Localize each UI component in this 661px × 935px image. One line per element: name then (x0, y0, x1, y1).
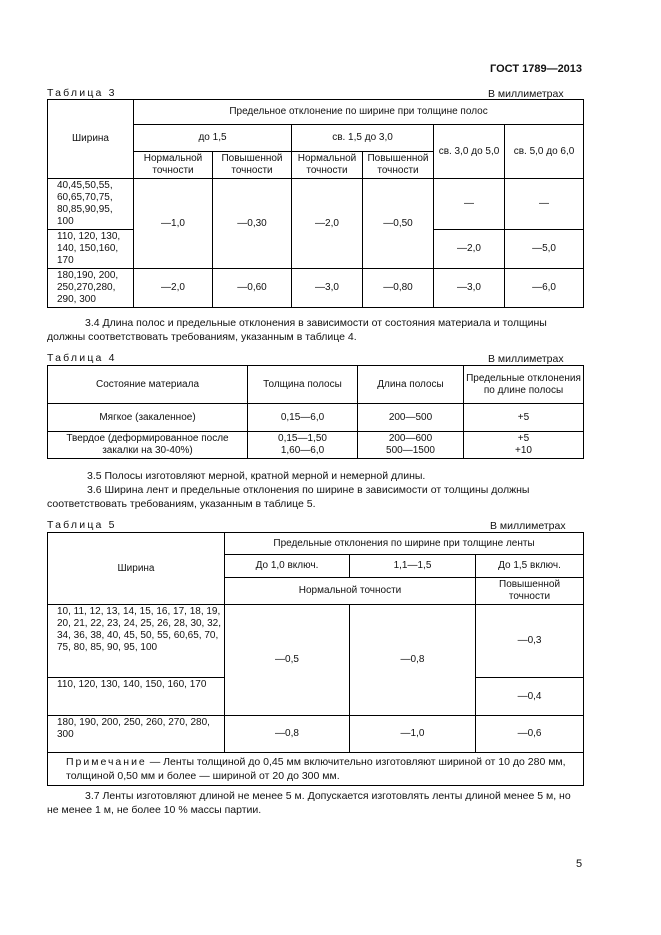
t4-length-line: 500—1500 (386, 445, 435, 456)
t4-deviation: +5 (464, 404, 584, 432)
t3-value: —0,30 (213, 179, 292, 269)
t5-head-group: Предельные отклонения по ширине при толщине ленты (225, 533, 584, 555)
t3-head-normal: Нормальной точности (292, 152, 363, 179)
t3-value: —6,0 (505, 269, 584, 308)
t5-head-high: Повышенной точности (476, 578, 584, 605)
paragraph-3-7: 3.7 Ленты изготовляют длиной не менее 5 м. Допускается изготовлять ленты длиной менее 5 м, но не менее 1 м, не более 10 % массы партии. (47, 790, 571, 816)
t4-head-thickness: Толщина полосы (248, 366, 358, 404)
t4-head-state: Состояние материала (48, 366, 248, 404)
t4-deviation-line: +10 (515, 445, 532, 456)
t3-width-cell: 40,45,50,55, 60,65,70,75, 80,85,90,95, 100 (48, 179, 134, 230)
t5-value: —0,5 (225, 605, 350, 716)
t3-head-normal: Нормальной точности (134, 152, 213, 179)
t5-head-width: Ширина (48, 533, 225, 605)
t4-head-length: Длина полосы (358, 366, 464, 404)
t5-head-range2: 1,1—1,5 (350, 555, 476, 578)
document-code: ГОСТ 1789—2013 (490, 63, 583, 75)
t3-value: — (434, 179, 505, 230)
t5-value: —0,3 (476, 605, 584, 678)
t4-head-deviation: Предельные отклонения по длине полосы (464, 366, 584, 404)
t4-thickness-line: 1,60—6,0 (280, 445, 325, 456)
t3-head-high: Повышенной точности (213, 152, 292, 179)
t3-head-range1: до 1,5 (134, 125, 292, 152)
t3-value: —2,0 (434, 230, 505, 269)
t4-thickness (248, 432, 358, 459)
t3-value: —0,60 (213, 269, 292, 308)
t3-value: —2,0 (134, 269, 213, 308)
t3-head-range3: св. 3,0 до 5,0 (434, 125, 505, 179)
t3-value: —3,0 (434, 269, 505, 308)
t4-thickness: 0,15—6,0 (248, 404, 358, 432)
t4-state: Мягкое (закаленное) (48, 404, 248, 432)
table5 (47, 532, 584, 786)
t3-value: —0,80 (363, 269, 434, 308)
t5-head-normal: Нормальной точности (225, 578, 476, 605)
t4-length-line: 200—600 (388, 433, 433, 444)
t5-width-cell: 180, 190, 200, 250, 260, 270, 280, 300 (48, 716, 225, 753)
table3-units: В миллиметрах (488, 88, 564, 100)
t3-value: — (505, 179, 584, 230)
t5-note-text: — Ленты толщиной до 0,45 мм включительно изготовляют шириной от 10 до 280 мм, толщиной 0,50 мм и более — шириной от 20 до 300 мм. (66, 756, 566, 782)
table4-units: В миллиметрах (488, 353, 564, 365)
t3-value: —2,0 (292, 179, 363, 269)
table4-caption: Таблица 4 (47, 352, 117, 364)
page-number: 5 (576, 858, 583, 870)
t5-value: —0,6 (476, 716, 584, 753)
table5-units: В миллиметрах (490, 520, 566, 532)
table3 (47, 99, 584, 308)
t5-value: —1,0 (350, 716, 476, 753)
t4-deviation-line: +5 (517, 433, 530, 444)
t4-thickness-line: 0,15—1,50 (278, 433, 327, 444)
t5-width-cell: 10, 11, 12, 13, 14, 15, 16, 17, 18, 19, 20, 21, 22, 23, 24, 25, 26, 28, 30, 32, 34, 36, 38, 40, 45, 50, 55, 60,65, 70, 75, 80, 85, 90, 95, 100 (48, 605, 225, 678)
t3-head-range4: св. 5,0 до 6,0 (505, 125, 584, 179)
t4-length: 200—500 (358, 404, 464, 432)
t5-head-range1: До 1,0 включ. (225, 555, 350, 578)
t3-width-cell: 180,190, 200, 250,270,280, 290, 300 (48, 269, 134, 308)
t3-value: —3,0 (292, 269, 363, 308)
t3-width-cell: 110, 120, 130, 140, 150,160, 170 (48, 230, 134, 269)
t5-note-label: Примечание (66, 756, 147, 768)
t5-value: —0,8 (350, 605, 476, 716)
t5-note (48, 753, 584, 786)
t4-state: Твердое (деформированное после закалки на 30-40%) (48, 432, 248, 459)
paragraph-3-4: 3.4 Длина полос и предельные отклонения в зависимости от состояния материала и толщины должны соответствовать требованиям, указанным в таблице 4. (47, 317, 547, 343)
paragraph-3-5: 3.5 Полосы изготовляют мерной, кратной мерной и немерной длины. (87, 470, 426, 482)
t3-head-high: Повышенной точности (363, 152, 434, 179)
t5-value: —0,4 (476, 678, 584, 716)
t3-value: —0,50 (363, 179, 434, 269)
t4-length (358, 432, 464, 459)
table5-caption: Таблица 5 (47, 519, 117, 531)
table4 (47, 365, 584, 459)
t3-value: —5,0 (505, 230, 584, 269)
t3-head-range2: св. 1,5 до 3,0 (292, 125, 434, 152)
t4-deviation (464, 432, 584, 459)
table3-caption: Таблица 3 (47, 87, 117, 99)
t3-value: —1,0 (134, 179, 213, 269)
t5-head-range3: До 1,5 включ. (476, 555, 584, 578)
paragraph-3-6: 3.6 Ширина лент и предельные отклонения по ширине в зависимости от толщины должны соответствовать требованиям, указанным в таблице 5. (47, 484, 530, 510)
t3-head-group: Предельное отклонение по ширине при толщине полос (134, 100, 584, 125)
t5-value: —0,8 (225, 716, 350, 753)
t5-width-cell: 110, 120, 130, 140, 150, 160, 170 (48, 678, 225, 716)
t3-head-width: Ширина (48, 100, 134, 179)
